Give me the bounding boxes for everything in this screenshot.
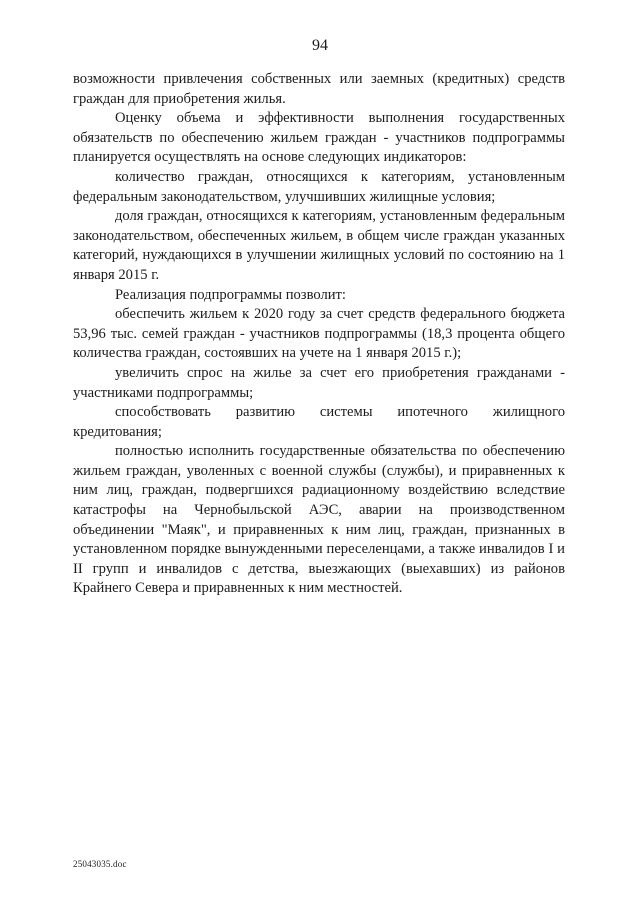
paragraph-continuation: возможности привлечения собственных или заемных (кредитных) средств граждан для приобретения жилья. <box>73 71 565 107</box>
paragraph-result-demand: увеличить спрос на жилье за счет его приобретения гражданами - участниками подпрограммы; <box>73 364 565 401</box>
footer-filename: 25043035.doc <box>73 859 127 869</box>
paragraph-result-obligations: полностью исполнить государственные обязательства по обеспечению жильем граждан, уволенных с военной службы (службы), и приравненных к ним лиц, граждан, подвергшихся радиационному воздействию вследствие катастрофы на Чернобыльской АЭС, аварии на производственном объединении "Маяк", и приравненных к ним лиц, граждан, признанных в установленном порядке вынужденными переселенцами, а также инвалидов I и II групп и инвалидов с детства, выезжающих (выехавших) из районов Крайнего Севера и приравненных к ним местностей. <box>73 443 565 597</box>
paragraph-indicators-intro: Оценку объема и эффективности выполнения государственных обязательств по обеспечению жильем граждан - участников подпрограммы планируется осуществлять на основе следующих индикаторов: <box>73 110 565 166</box>
paragraph-indicator-count: количество граждан, относящихся к категориям, установленным федеральным законодательством, улучшивших жилищные условия; <box>73 168 565 205</box>
paragraph-indicator-share: доля граждан, относящихся к категориям, установленным федеральным законодательством, обеспеченных жильем, в общем числе граждан указанных категорий, нуждающихся в улучшении жилищных условий по состоянию на 1 января 2015 г. <box>73 208 565 283</box>
paragraph-result-mortgage: способствовать развитию системы ипотечного жилищного кредитования; <box>73 404 565 440</box>
document-body <box>73 70 565 599</box>
paragraph-results-intro: Реализация подпрограммы позволит: <box>115 286 346 303</box>
page-number: 94 <box>312 37 328 54</box>
paragraph-result-housing: обеспечить жильем к 2020 году за счет средств федерального бюджета 53,96 тыс. семей граждан - участников подпрограммы (18,3 процента общего количества граждан, состоявших на учете на 1 января 2015 г.); <box>73 306 565 362</box>
